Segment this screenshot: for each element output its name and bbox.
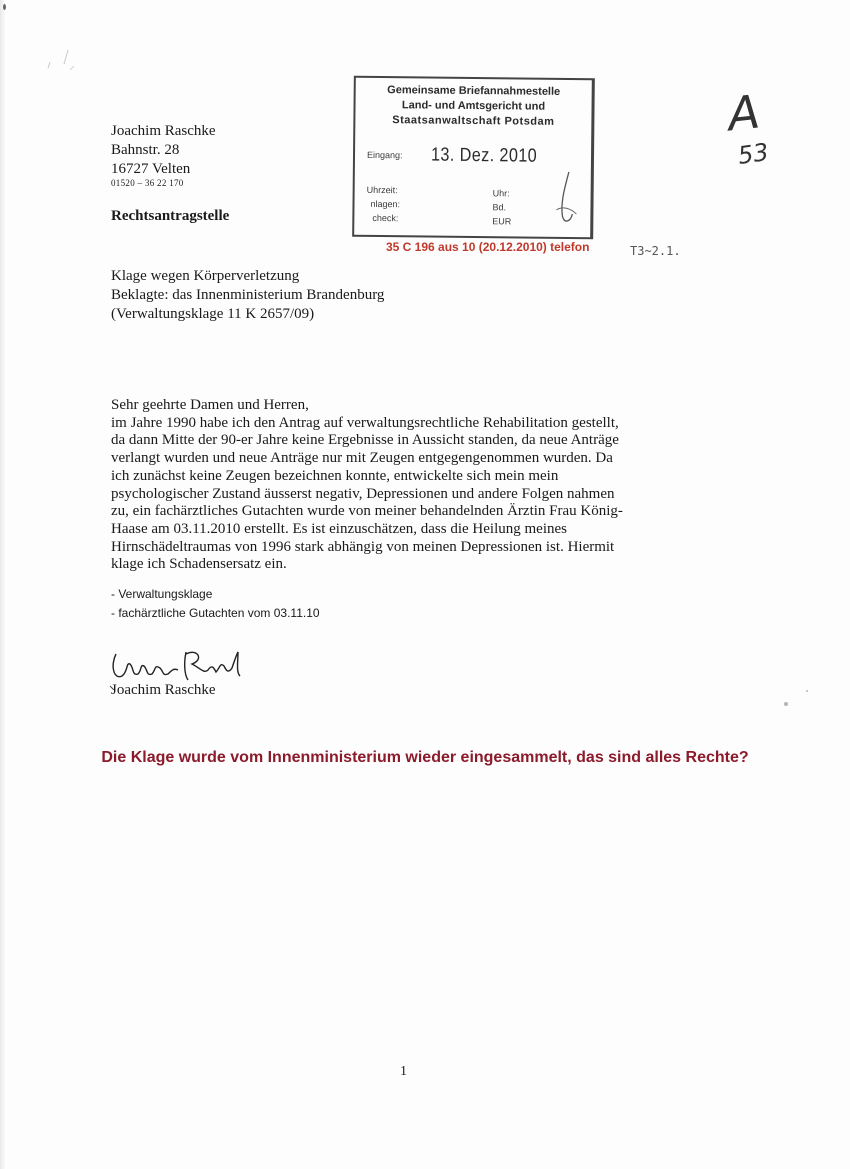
stamp-anlagen-label: nlagen: (370, 198, 401, 210)
sender-phone: 01520 – 36 22 170 (111, 178, 184, 188)
attachment-item: - fachärztliche Gutachten vom 03.11.10 (111, 606, 320, 620)
sender-name: Joachim Raschke (111, 123, 216, 139)
note-text: Die Klage wurde vom Innenministerium wieder eingesammelt, das sind alles Rechte? (101, 749, 749, 766)
stamp-uhrzeit-label: Uhrzeit: (366, 184, 398, 196)
letter-line: im Jahre 1990 habe ich den Antrag auf verwaltungsrechtliche Rehabilitation gestellt, (111, 414, 619, 431)
subject-line-2: Beklagte: das Innenministerium Brandenburg (111, 287, 385, 303)
sender-city: 16727 Velten (111, 161, 191, 177)
stamp-line-2: Land- und Amtsgericht und (401, 99, 546, 113)
letter-line: Hirnschädeltraumas von 1996 stark abhängig von meinen Depressionen ist. Hiermit (111, 538, 615, 555)
letter-line: ich zunächst keine Zeugen bezeichnen konnte, entwickelte sich mein mein (111, 467, 559, 484)
letter-body (111, 397, 671, 574)
letter-line: psychologischer Zustand äusserst negativ, Depressionen und andere Folgen nahmen (111, 485, 615, 502)
stamp-date: 13. Dez. 2010 (430, 144, 538, 167)
letter-line: zu, ein fachärztliches Gutachten wurde von meiner behandelnden Ärztin Frau König- (111, 503, 623, 520)
letter-line: Haase am 03.11.2010 erstellt. Es ist einzuschätzen, dass die Heilung meines (111, 520, 567, 537)
stamp-bd-label: Bd. (492, 202, 507, 213)
signer-name: Joachim Raschke (111, 682, 216, 698)
scan-speck (3, 4, 6, 10)
reference-mark: T3~2.1. (630, 244, 681, 258)
attachment-item: - Verwaltungsklage (111, 587, 213, 601)
sender-street: Bahnstr. 28 (111, 142, 180, 158)
scan-edge (0, 0, 5, 1169)
letter-line: klage ich Schadensersatz ein. (111, 556, 287, 573)
stamp-eingang-label: Eingang: (366, 149, 403, 161)
stamp-initials (550, 170, 585, 230)
stamp-line-1: Gemeinsame Briefannahmestelle (387, 84, 561, 98)
stamp-uhr-label: Uhr: (492, 188, 510, 199)
handwritten-letter: A (725, 84, 763, 142)
subject-line-1: Klage wegen Körperverletzung (111, 268, 300, 284)
recipient-heading: Rechtsantragstelle (111, 208, 230, 224)
stamp-eur-label: EUR (492, 216, 512, 227)
case-reference: 35 C 196 aus 10 (20.12.2010) telefon (386, 240, 590, 254)
letter-greeting: Sehr geehrte Damen und Herren, (111, 397, 309, 413)
pencil-mark (40, 40, 85, 80)
letter-line: verlangt wurden und neue Anträge nur mit Zeugen entgegengenommen wurden. Da (111, 450, 613, 467)
subject-line-3: (Verwaltungsklage 11 K 2657/09) (111, 306, 315, 322)
receipt-stamp (352, 76, 595, 240)
stamp-line-3: Staatsanwaltschaft Potsdam (392, 114, 555, 128)
handwritten-number: 53 (736, 138, 771, 170)
letter-line: da dann Mitte der 90-er Jahre keine Ergebnisse in Aussicht standen, da neue Anträge (111, 432, 619, 449)
page-number: 1 (400, 1064, 407, 1079)
scan-speck (806, 690, 808, 692)
stamp-scheck-label: check: (372, 212, 399, 224)
scan-speck (784, 702, 788, 706)
